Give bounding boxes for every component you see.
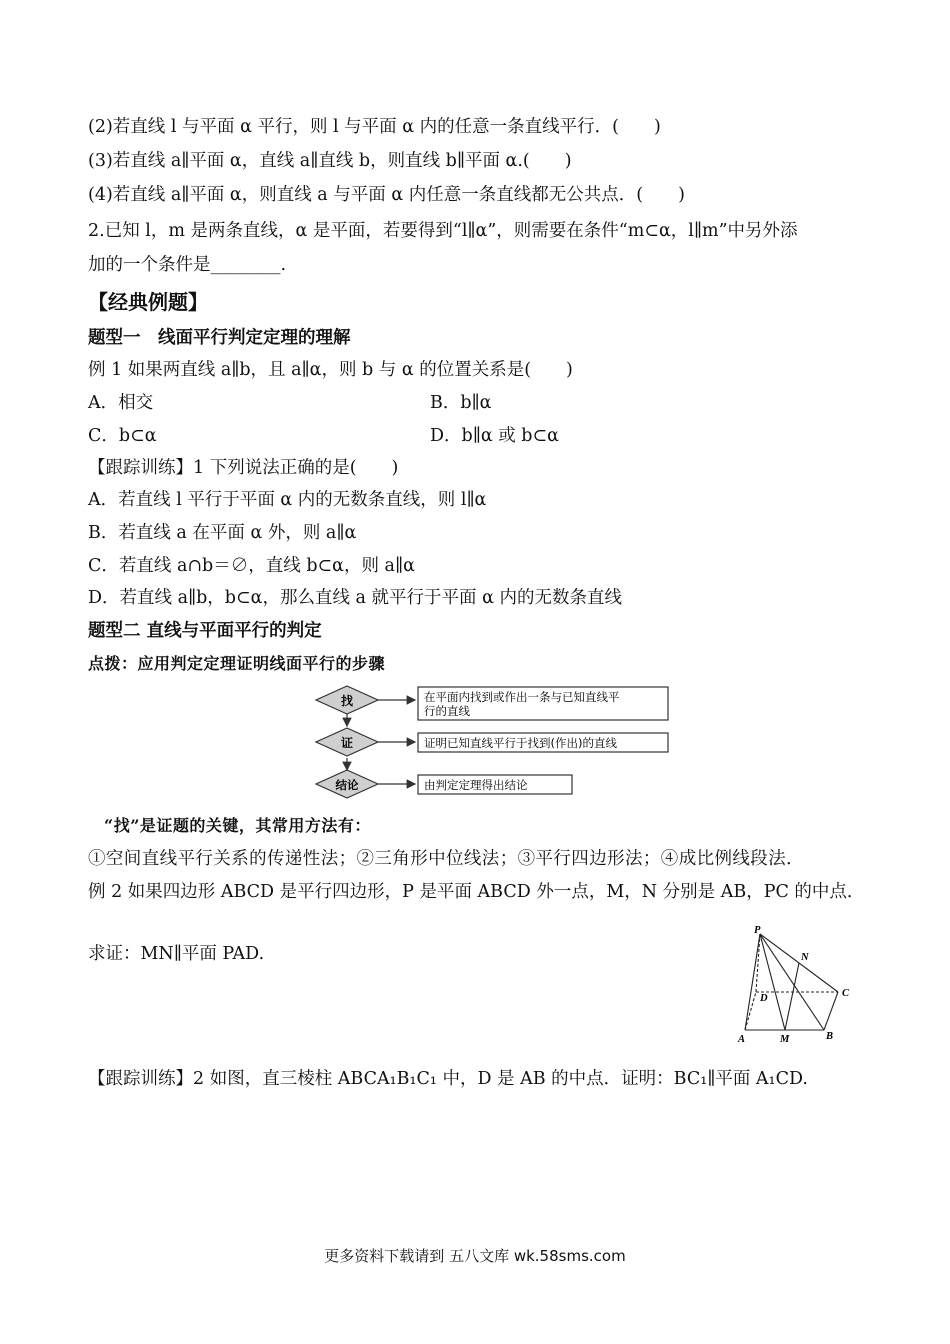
question-4: (4)若直线 a∥平面 α，则直线 a 与平面 α 内任意一条直线都无公共点．( ): [88, 185, 685, 205]
question-3: (3)若直线 a∥平面 α，直线 a∥直线 b，则直线 b∥平面 α.( ): [88, 151, 572, 171]
practice-1-option-d: D．若直线 a∥b，b⊂α，那么直线 a 就平行于平面 α 内的无数条直线: [88, 588, 622, 608]
methods: ①空间直线平行关系的传递性法；②三角形中位线法；③平行四边形法；④成比例线段法．: [88, 849, 804, 869]
example-1-option-d: D．b∥α 或 b⊂α: [430, 426, 559, 446]
flow-step-prove-label: 证: [340, 736, 354, 750]
type2-title: 题型二 直线与平面平行的判定: [88, 621, 322, 641]
flow-desc-find-line1: 在平面内找到或作出一条与已知直线平: [424, 690, 620, 704]
pyramid-figure: [730, 922, 860, 1048]
figure-label-m: M: [780, 1034, 790, 1045]
figure-label-n: N: [801, 952, 809, 963]
example-1: 例 1 如果两直线 a∥b，且 a∥α，则 b 与 α 的位置关系是( ): [88, 360, 573, 380]
flow-desc-prove-line1: 证明已知直线平行于找到(作出)的直线: [424, 736, 617, 750]
flow-step-find: [316, 686, 378, 714]
practice-2: 【跟踪训练】2 如图，直三棱柱 ABCA₁B₁C₁ 中，D 是 AB 的中点．证明：BC₁∥平面 A₁CD.: [88, 1069, 808, 1089]
section-title: 【经典例题】: [88, 290, 208, 314]
flow-step-conclusion-label: 结论: [335, 778, 359, 792]
example-2: 例 2 如果四边形 ABCD 是平行四边形，P 是平面 ABCD 外一点，M，N 分别是 AB，PC 的中点．: [88, 882, 865, 902]
figure-label-d: D: [760, 993, 768, 1004]
figure-label-c: C: [842, 988, 850, 999]
flow-step-find-label: 找: [340, 694, 354, 708]
figure-label-b: B: [826, 1031, 834, 1042]
practice-1-title: 【跟踪训练】1 下列说法正确的是( ): [88, 458, 399, 478]
practice-1-option-c: C．若直线 a∩b＝∅，直线 b⊂α，则 a∥α: [88, 556, 415, 576]
question-fill-line1: 2.已知 l，m 是两条直线，α 是平面，若要得到“l∥α”，则需要在条件“m⊂α，l∥m”中另外添: [88, 221, 798, 241]
flowchart: [312, 684, 678, 800]
flow-step-prove: [316, 728, 378, 756]
example-1-option-a: A．相交: [88, 393, 154, 413]
key-note: “找”是证题的关键，其常用方法有：: [104, 816, 371, 835]
type2-tip: 点拨：应用判定定理证明线面平行的步骤: [88, 654, 386, 673]
flow-step-conclusion: [316, 770, 378, 798]
practice-1-option-b: B．若直线 a 在平面 α 外，则 a∥α: [88, 523, 357, 543]
footer-link[interactable]: 更多资料下载请到 五八文库 wk.58sms.com: [324, 1247, 626, 1265]
figure-label-a: A: [738, 1034, 746, 1045]
question-fill-line2: 加的一个条件是________.: [88, 255, 287, 275]
example-1-option-b: B．b∥α: [430, 393, 492, 413]
example-1-option-c: C．b⊂α: [88, 426, 157, 446]
question-2: (2)若直线 l 与平面 α 平行，则 l 与平面 α 内的任意一条直线平行．( ): [88, 117, 661, 137]
practice-1-option-a: A．若直线 l 平行于平面 α 内的无数条直线，则 l∥α: [88, 490, 487, 510]
flow-desc-find-line2: 行的直线: [424, 704, 470, 718]
prove-statement: 求证：MN∥平面 PAD.: [88, 944, 265, 964]
type1-title: 题型一 线面平行判定定理的理解: [88, 328, 351, 348]
flow-desc-conclusion-line1: 由判定定理得出结论: [424, 778, 528, 792]
figure-label-p: P: [754, 925, 761, 936]
